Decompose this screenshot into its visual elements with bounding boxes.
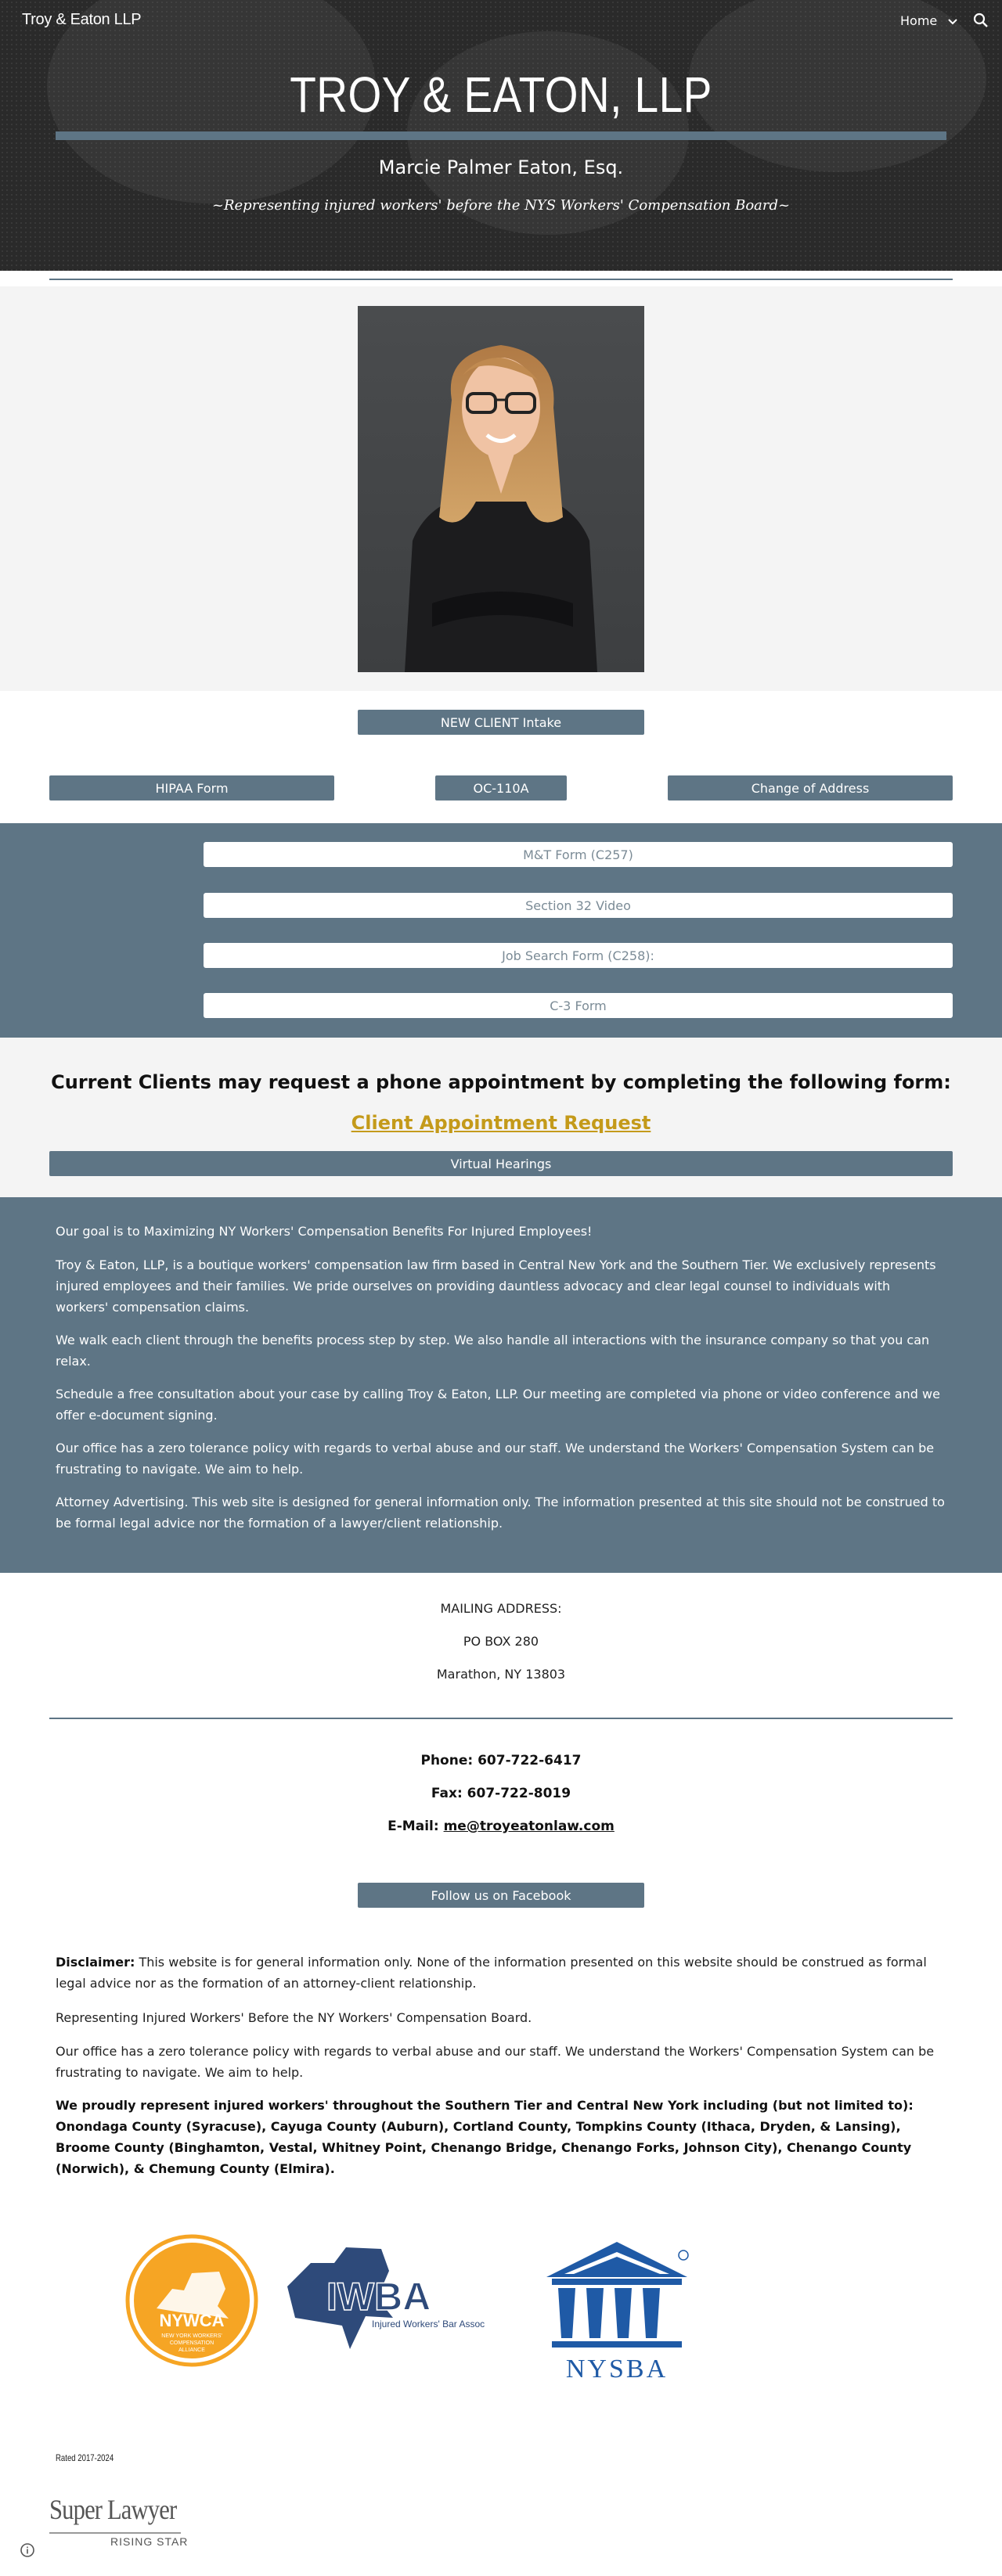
top-navigation-bar bbox=[0, 0, 1002, 44]
phone-number: Phone: 607-722-6417 bbox=[420, 1753, 582, 1768]
representing-paragraph: Representing Injured Workers' Before the NY Workers' Compensation Board. bbox=[56, 2010, 532, 2025]
mt-form-button[interactable]: M&T Form (C257) bbox=[204, 842, 953, 867]
iwba-logo-sub: Injured Workers' Bar Assoc bbox=[372, 2319, 485, 2330]
portrait-illustration bbox=[358, 306, 644, 672]
section-32-video-button[interactable]: Section 32 Video bbox=[204, 893, 953, 918]
mailing-line-1: PO BOX 280 bbox=[463, 1634, 539, 1649]
nywca-logo-sub: COMPENSATION bbox=[169, 2340, 214, 2346]
disclaimer-paragraph bbox=[56, 1952, 946, 1994]
service-area-paragraph bbox=[56, 2095, 946, 2179]
info-icon[interactable] bbox=[19, 2542, 36, 2559]
nywca-logo-sub: ALLIANCE bbox=[178, 2348, 205, 2353]
nywca-logo-text: NYWCA bbox=[159, 2311, 225, 2330]
appointment-heading: Current Clients may request a phone appointment by completing the following form: bbox=[51, 1071, 951, 1093]
site-title[interactable]: Troy & Eaton LLP bbox=[22, 11, 142, 28]
disclaimer-label: Disclaimer: bbox=[56, 1955, 135, 1970]
email-link[interactable]: me@troyeatonlaw.com bbox=[443, 1819, 615, 1834]
facebook-button[interactable]: Follow us on Facebook bbox=[358, 1883, 644, 1908]
mailing-line-2: Marathon, NY 13803 bbox=[436, 1667, 566, 1682]
iwba-logo-text: IWBA bbox=[326, 2275, 431, 2319]
about-paragraph: We walk each client through the benefits process step by step. We also handle all interactions with the insurance company so that you can relax. bbox=[56, 1333, 930, 1369]
email-line bbox=[0, 1819, 1002, 1834]
section-divider bbox=[49, 279, 953, 280]
client-appointment-request-link[interactable]: Client Appointment Request bbox=[351, 1112, 651, 1134]
change-of-address-button[interactable]: Change of Address bbox=[668, 775, 953, 801]
fax-number: Fax: 607-722-8019 bbox=[431, 1786, 571, 1801]
c3-form-button[interactable]: C-3 Form bbox=[204, 993, 953, 1018]
about-paragraph: Attorney Advertising. This web site is designed for general information only. The information presented at this site should not be construed to be formal legal advice nor the formation of a lawyer/client relationship. bbox=[56, 1495, 945, 1531]
rated-text: Rated 2017-2024 bbox=[56, 2452, 114, 2463]
super-lawyer-logo-text: Super Lawyer bbox=[49, 2494, 177, 2525]
hero-title: TROY & EATON, LLP bbox=[290, 67, 712, 123]
rising-star-text: RISING STAR bbox=[110, 2535, 189, 2548]
search-icon[interactable] bbox=[972, 12, 989, 29]
new-client-intake-button[interactable]: NEW CLIENT Intake bbox=[358, 710, 644, 735]
section-divider bbox=[49, 1718, 953, 1719]
hipaa-form-button[interactable]: HIPAA Form bbox=[49, 775, 334, 801]
attorney-portrait bbox=[358, 306, 644, 672]
job-search-form-button[interactable]: Job Search Form (C258): bbox=[204, 943, 953, 968]
oc-110a-button[interactable]: OC-110A bbox=[435, 775, 567, 801]
about-paragraph: Troy & Eaton, LLP, is a boutique workers' compensation law firm based in Central New York and the Southern Tier. We exclusively represents injured employees and their families. We pride ourselves on providing dauntless advocacy and clear legal counsel to individuals with workers' compensation claims. bbox=[56, 1257, 936, 1315]
chevron-down-icon[interactable] bbox=[946, 15, 959, 27]
hero-subtitle: Marcie Palmer Eaton, Esq. bbox=[378, 157, 624, 178]
service-area-text: We proudly represent injured workers' throughout the Southern Tier and Central New York including (but not limited to): Onondaga County (Syracuse), Cayuga County (Auburn), Cortland County, Tompkins County (Ithaca, Dryden, & Lansing), Broome County (Binghamton, Vestal, Whitney Point, Chenango Bridge, Chenango Forks, Johnson City), Chenango County (Norwich), & Chemung County (Elmira). bbox=[56, 2098, 914, 2176]
nysba-logo-text: NYSBA bbox=[565, 2355, 669, 2384]
nywca-logo-sub: NEW YORK WORKERS' bbox=[161, 2333, 222, 2339]
nysba-logo bbox=[535, 2238, 699, 2387]
mailing-label: MAILING ADDRESS: bbox=[440, 1601, 562, 1616]
about-paragraph: Our office has a zero tolerance policy with regards to verbal abuse and our staff. We understand the Workers' Compensation System can be frustrating to navigate. We aim to help. bbox=[56, 1441, 935, 1477]
hero-tagline: ~Representing injured workers' before the NYS Workers' Compensation Board~ bbox=[211, 197, 791, 214]
nywca-logo bbox=[125, 2234, 258, 2367]
policy-paragraph: Our office has a zero tolerance policy with regards to verbal abuse and our staff. We understand the Workers' Compensation System can be frustrating to navigate. We aim to help. bbox=[56, 2044, 935, 2080]
super-lawyer-divider bbox=[49, 2532, 181, 2534]
email-label: E-Mail: bbox=[387, 1819, 444, 1834]
virtual-hearings-button[interactable]: Virtual Hearings bbox=[49, 1151, 953, 1176]
nav-home-link[interactable]: Home bbox=[900, 13, 938, 28]
disclaimer-text: This website is for general information only. None of the information presented on this website should be construed as formal legal advice nor as the formation of an attorney-client relationship. bbox=[56, 1955, 927, 1991]
iwba-logo bbox=[279, 2240, 489, 2357]
hero-banner bbox=[0, 0, 1002, 271]
about-paragraph: Our goal is to Maximizing NY Workers' Compensation Benefits For Injured Employees! bbox=[56, 1224, 593, 1239]
hero-divider bbox=[56, 131, 946, 140]
about-paragraph: Schedule a free consultation about your case by calling Troy & Eaton, LLP. Our meeting are completed via phone or video conference and we offer e-document signing. bbox=[56, 1387, 940, 1423]
